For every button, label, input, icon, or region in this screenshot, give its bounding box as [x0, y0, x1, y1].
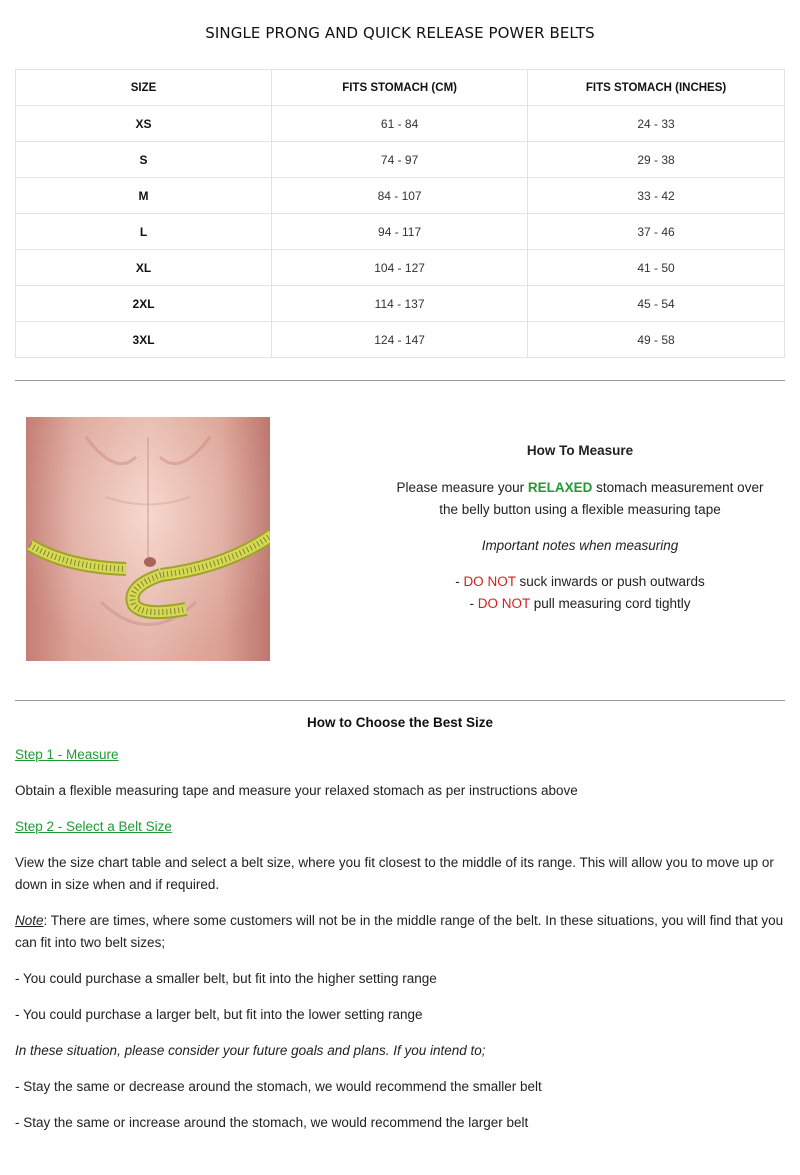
- important-notes-heading: Important notes when measuring: [481, 538, 679, 553]
- table-header-row: [16, 70, 785, 106]
- page-title: SINGLE PRONG AND QUICK RELEASE POWER BELTS: [205, 24, 595, 42]
- note-label: Note: [15, 913, 44, 928]
- measure-instruction-line1: [380, 477, 780, 499]
- recommend-larger: - Stay the same or increase around the stomach, we would recommend the larger belt: [15, 1115, 529, 1130]
- bullet-dash: -: [469, 596, 478, 611]
- belly-measuring-tape-illustration: [26, 417, 270, 661]
- note-bullet-2: [380, 593, 780, 615]
- header-fits-inches: FITS STOMACH (INCHES): [528, 70, 785, 106]
- option-smaller: - You could purchase a smaller belt, but fit into the higher setting range: [15, 971, 437, 986]
- size-cell: M: [16, 178, 272, 214]
- table-row: [16, 106, 785, 142]
- note-text: : There are times, where some customers will not be in the middle range of the belt. In these situations, you will find that you can fit into two belt sizes;: [15, 913, 784, 950]
- section-divider: [15, 700, 785, 701]
- size-cell: 3XL: [16, 322, 272, 358]
- table-row: [16, 322, 785, 358]
- measure-text: stomach measurement over: [592, 480, 764, 495]
- how-to-measure-heading: How To Measure: [526, 443, 634, 458]
- size-cell: XL: [16, 250, 272, 286]
- cm-cell: 104 - 127: [272, 250, 528, 286]
- measure-instruction-line2: the belly button using a flexible measuring tape: [439, 502, 721, 517]
- inches-cell: 37 - 46: [528, 214, 785, 250]
- size-chart-table: [15, 69, 785, 358]
- cm-cell: 84 - 107: [272, 178, 528, 214]
- table-row: [16, 214, 785, 250]
- step-1-text: Obtain a flexible measuring tape and measure your relaxed stomach as per instructions above: [15, 783, 578, 798]
- cm-cell: 74 - 97: [272, 142, 528, 178]
- option-larger: - You could purchase a larger belt, but fit into the lower setting range: [15, 1007, 423, 1022]
- table-row: [16, 286, 785, 322]
- inches-cell: 49 - 58: [528, 322, 785, 358]
- step-2-text: View the size chart table and select a belt size, where you fit closest to the middle of its range. This will allow you to move up or down in size when and if required.: [15, 855, 774, 892]
- cm-cell: 124 - 147: [272, 322, 528, 358]
- table-row: [16, 250, 785, 286]
- relaxed-emphasis: RELAXED: [527, 480, 593, 495]
- table-row: [16, 178, 785, 214]
- table-row: [16, 142, 785, 178]
- cm-cell: 114 - 137: [272, 286, 528, 322]
- cm-cell: 94 - 117: [272, 214, 528, 250]
- choose-size-heading: How to Choose the Best Size: [306, 715, 494, 730]
- size-cell: L: [16, 214, 272, 250]
- bullet-text: pull measuring cord tightly: [529, 596, 691, 611]
- do-not-emphasis: DO NOT: [477, 596, 530, 611]
- inches-cell: 33 - 42: [528, 178, 785, 214]
- inches-cell: 45 - 54: [528, 286, 785, 322]
- header-fits-cm: FITS STOMACH (CM): [272, 70, 528, 106]
- section-divider: [15, 380, 785, 381]
- size-cell: S: [16, 142, 272, 178]
- inches-cell: 41 - 50: [528, 250, 785, 286]
- step-2-link[interactable]: Step 2 - Select a Belt Size: [15, 819, 172, 834]
- cm-cell: 61 - 84: [272, 106, 528, 142]
- inches-cell: 24 - 33: [528, 106, 785, 142]
- note-bullet-1: [380, 571, 780, 593]
- inches-cell: 29 - 38: [528, 142, 785, 178]
- bullet-dash: -: [455, 574, 464, 589]
- bullet-text: suck inwards or push outwards: [515, 574, 705, 589]
- size-cell: XS: [16, 106, 272, 142]
- choose-size-section: [15, 715, 785, 1148]
- how-to-measure-section: [380, 440, 780, 615]
- consider-text: In these situation, please consider your future goals and plans. If you intend to;: [15, 1043, 486, 1058]
- do-not-emphasis: DO NOT: [463, 574, 516, 589]
- header-size: SIZE: [16, 70, 272, 106]
- recommend-smaller: - Stay the same or decrease around the stomach, we would recommend the smaller belt: [15, 1079, 542, 1094]
- size-cell: 2XL: [16, 286, 272, 322]
- step-1-link[interactable]: Step 1 - Measure: [15, 747, 119, 762]
- measure-text: Please measure your: [396, 480, 528, 495]
- note-paragraph: [15, 910, 785, 954]
